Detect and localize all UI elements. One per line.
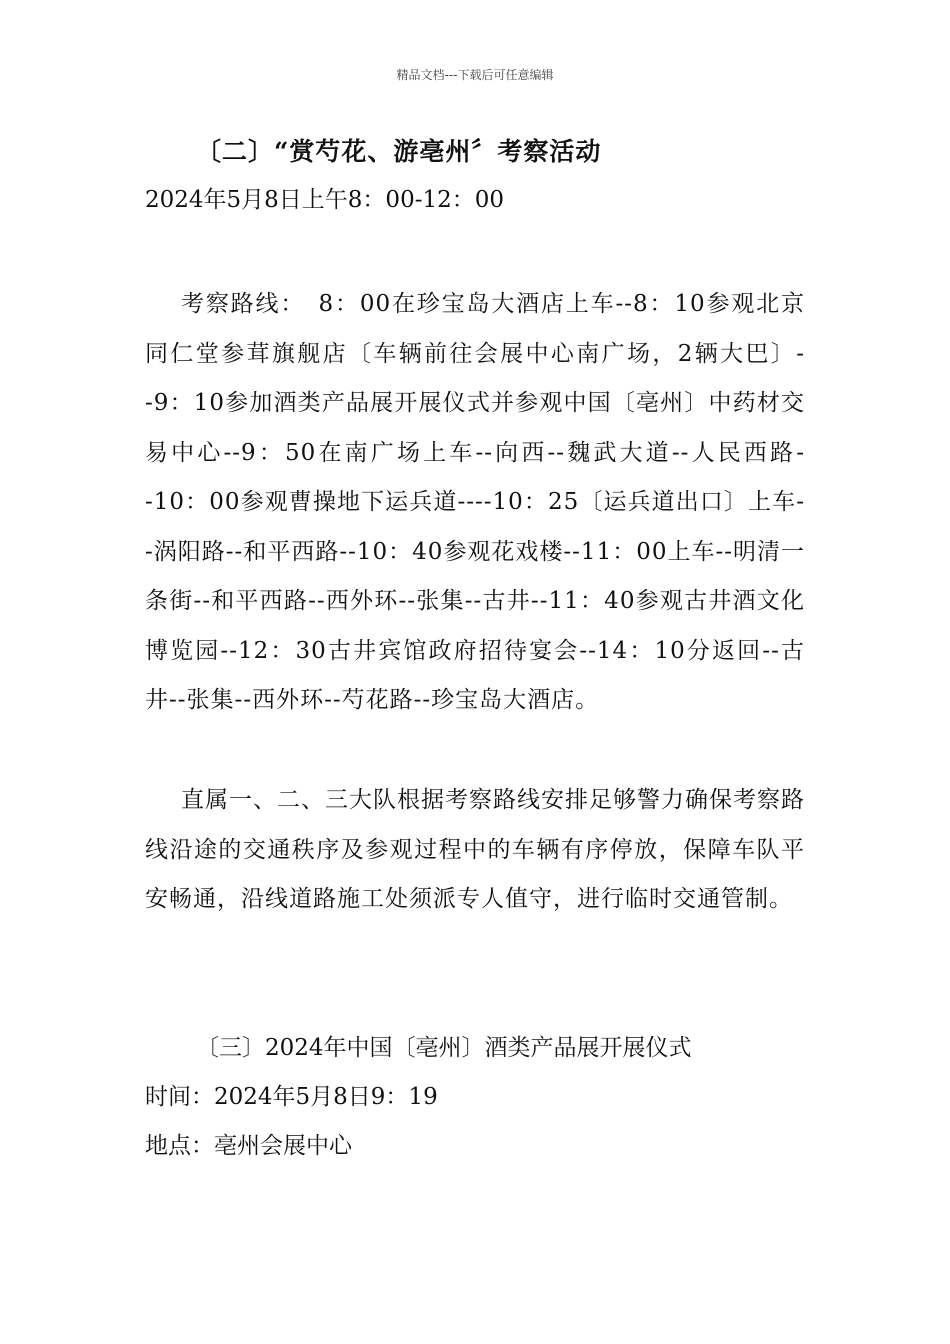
section-2-route-paragraph: 考察路线： 8：00在珍宝岛大酒店上车--8：10参观北京同仁堂参茸旗舰店〔车辆前往会展中心南广场，2辆大巴〕--9：10参加酒类产品展开展仪式并参观中国〔亳州〕中药材交易中心--9：50在南广场上车--向西--魏武大道--人民西路--10：00参观曹操地下运兵道----10：25〔运兵道出口〕上车--涡阳路--和平西路--10：40参观花戏楼--11：00上车--明清一条街--和平西路--西外环--张集--古井--11：40参观古井酒文化博览园--12：30古井宾馆政府招待宴会--14：10分返回--古井--张集--西外环--芍花路--珍宝岛大酒店。 [145, 291, 806, 713]
section-3-time: 时间：2024年5月8日9：19 [145, 1084, 438, 1110]
section-2-instruction-paragraph: 直属一、二、三大队根据考察路线安排足够警力确保考察路线沿途的交通秩序及参观过程中的车辆有序停放，保障车队平安畅通，沿线道路施工处须派专人值守，进行临时交通管制。 [145, 787, 805, 912]
section-3-location: 地点：亳州会展中心 [145, 1133, 352, 1159]
section-2-title: 〔二〕“赏芍花、游亳州〞考察活动 [196, 137, 602, 166]
page-header: 精品文档---下载后可任意编辑 [396, 68, 554, 82]
section-2-datetime: 2024年5月8日上午8：00-12：00 [145, 187, 505, 213]
section-3-title: 〔三〕2024年中国〔亳州〕酒类产品展开展仪式 [196, 1035, 692, 1061]
